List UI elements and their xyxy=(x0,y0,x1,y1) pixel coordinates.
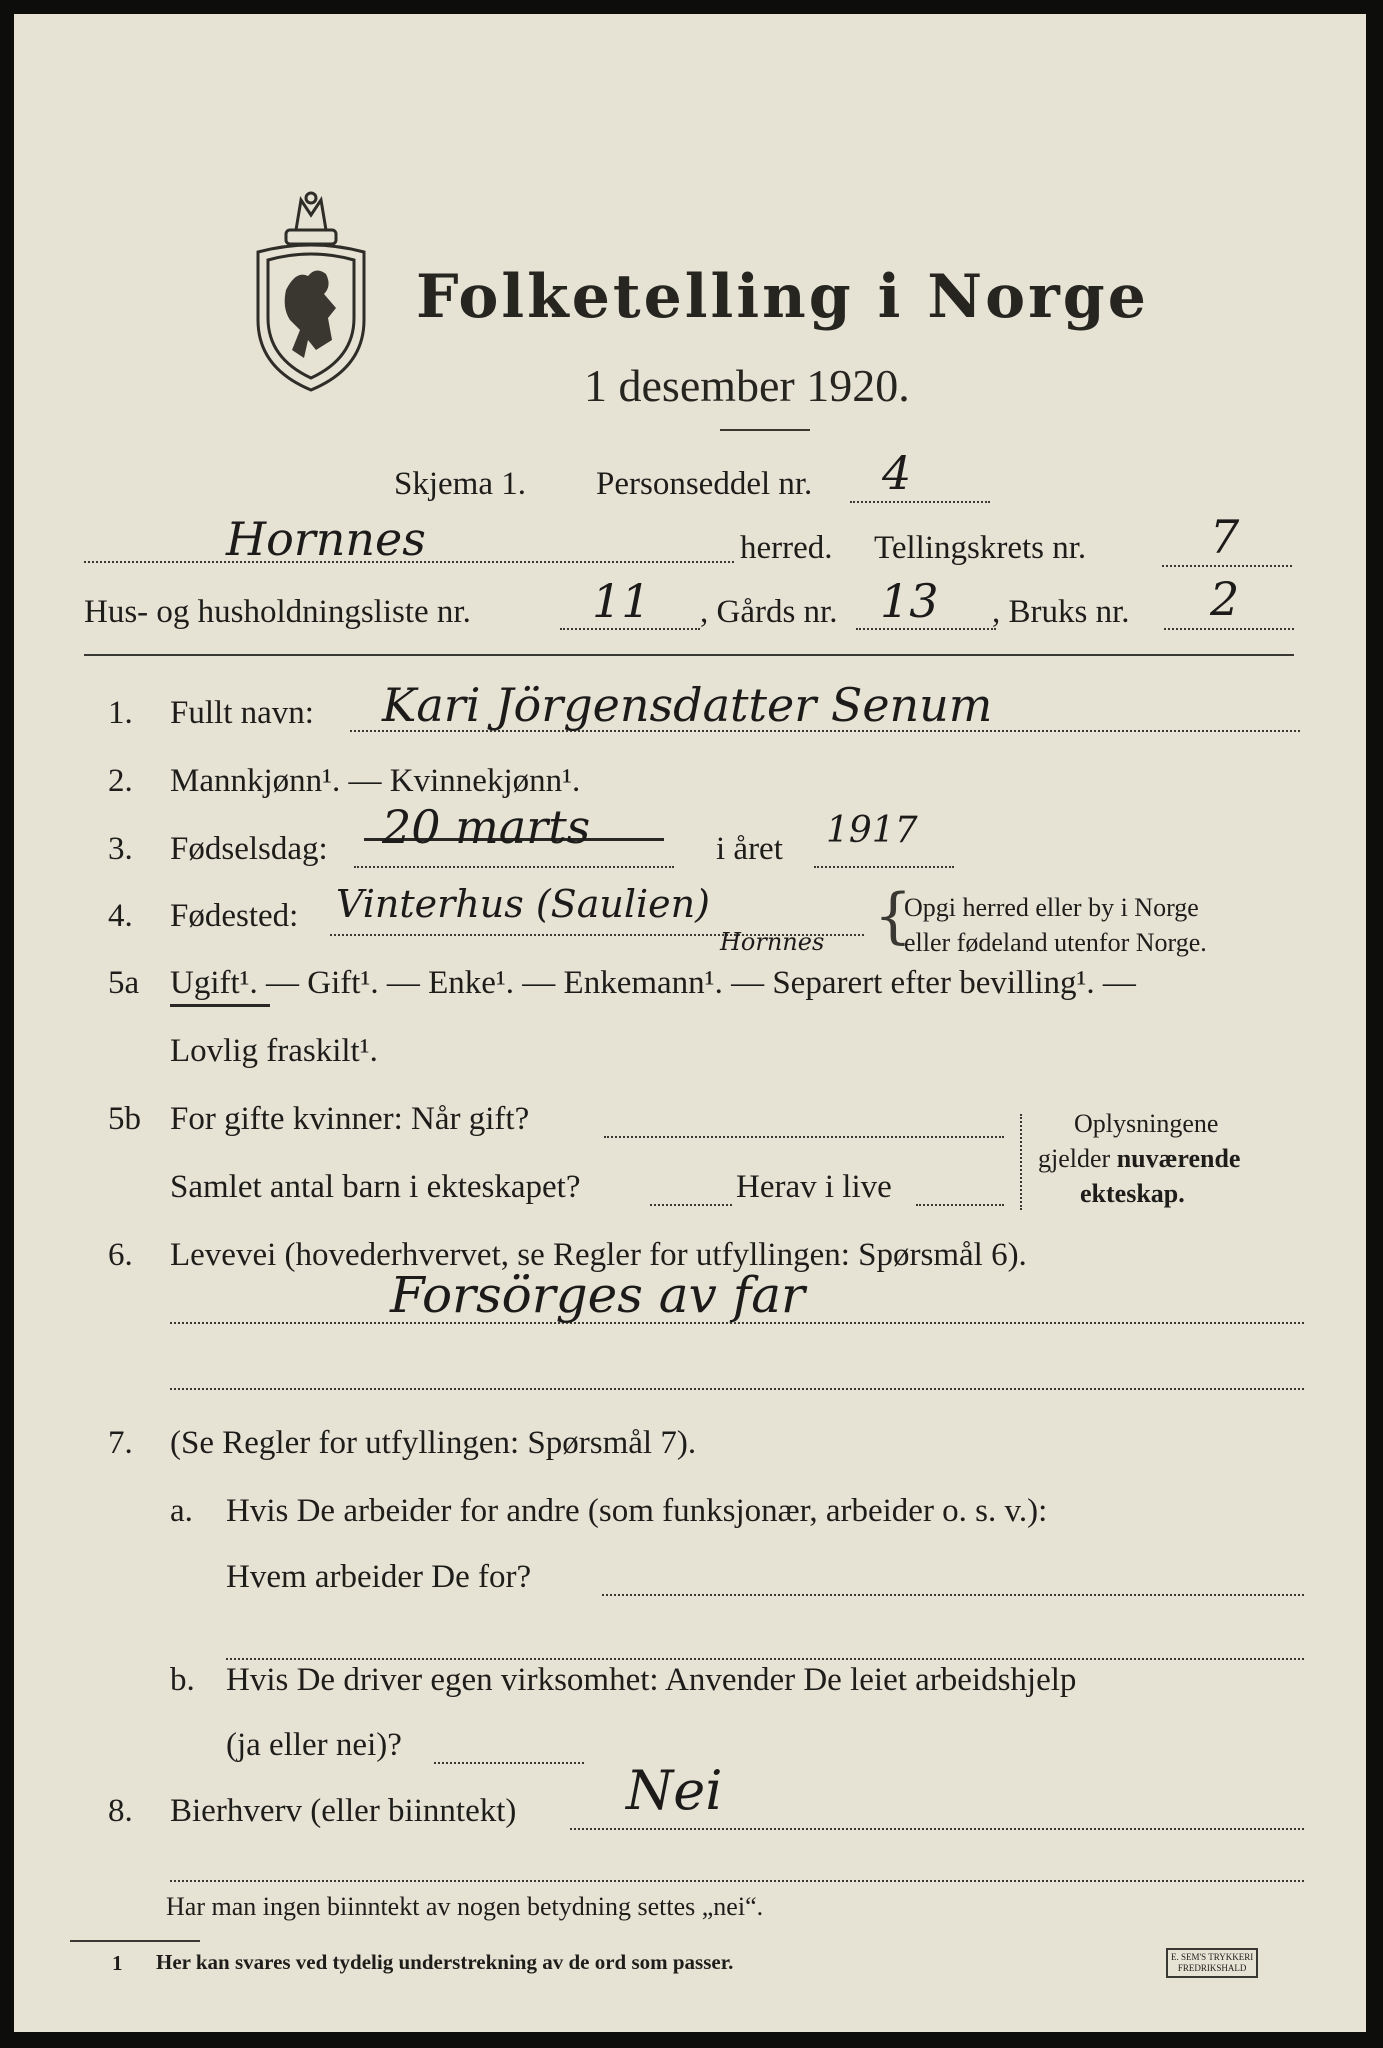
q6-occupation: Forsörges av far xyxy=(390,1266,805,1324)
skjema-label: Skjema 1. xyxy=(394,466,526,502)
q8-number: 8. xyxy=(108,1793,133,1829)
q3-label: Fødselsdag: xyxy=(170,831,328,867)
q8-value: Nei xyxy=(626,1759,723,1822)
q3-birth-year: 1917 xyxy=(826,810,918,851)
tellingskrets-value: 7 xyxy=(1210,510,1240,564)
husliste-label: Hus- og husholdningsliste nr. xyxy=(84,594,471,630)
herred-label: herred. xyxy=(740,530,833,566)
census-date: 1 desember 1920. xyxy=(584,360,910,411)
q1-label: Fullt navn: xyxy=(170,695,314,731)
q7-number: 7. xyxy=(108,1425,133,1461)
q7b-line xyxy=(434,1762,584,1764)
q4-label: Fødested: xyxy=(170,898,299,934)
q5b-note-3: ekteskap. xyxy=(1080,1179,1185,1208)
q5b-number: 5b xyxy=(108,1101,141,1137)
q4-note-2: eller fødeland utenfor Norge. xyxy=(904,928,1207,957)
q7a-line-1 xyxy=(602,1594,1304,1596)
q8-note: Har man ingen biinntekt av nogen betydning settes „nei“. xyxy=(166,1892,764,1921)
form-title: Folketelling i Norge xyxy=(416,262,1149,332)
q5a-number: 5a xyxy=(108,965,140,1001)
q8-label: Bierhverv (eller biinntekt) xyxy=(170,1793,517,1829)
bruks-label: , Bruks nr. xyxy=(992,594,1130,630)
q5b-label: For gifte kvinner: Når gift? xyxy=(170,1101,530,1137)
coat-of-arms-icon xyxy=(246,190,376,395)
title-divider xyxy=(720,429,810,431)
footnote-rule xyxy=(70,1940,200,1942)
q3-year-line xyxy=(814,866,954,868)
q3-year-label: i året xyxy=(716,831,783,867)
q8-line-1 xyxy=(570,1828,1304,1830)
printer-stamp xyxy=(1166,1948,1258,1978)
q6-line-2 xyxy=(170,1388,1304,1390)
q3-birthday: 20 marts xyxy=(382,800,591,854)
q4-birthplace: Vinterhus (Saulien) xyxy=(336,882,710,926)
q8-line-2 xyxy=(170,1880,1304,1882)
bruks-line xyxy=(1164,628,1294,630)
footnote-text: Her kan svares ved tydelig understrekning av de ord som passer. xyxy=(156,1950,734,1974)
tellingskrets-line xyxy=(1162,565,1292,567)
personseddel-value: 4 xyxy=(882,446,912,500)
q3-line xyxy=(354,866,674,868)
personseddel-label: Personseddel nr. xyxy=(596,466,813,502)
herred-value: Hornnes xyxy=(226,512,426,566)
q5b-label-2: Samlet antal barn i ekteskapet? xyxy=(170,1169,581,1205)
gards-label: , Gårds nr. xyxy=(700,594,838,630)
header-divider xyxy=(84,654,1294,656)
q3-number: 3. xyxy=(108,831,133,867)
q1-number: 1. xyxy=(108,695,133,731)
q7b-letter: b. xyxy=(170,1662,195,1698)
q5a-label: Ugift¹. — Gift¹. — Enke¹. — Enkemann¹. — Separert efter bevilling¹. — xyxy=(170,965,1136,1001)
husliste-line xyxy=(560,628,700,630)
q4-brace: { xyxy=(874,881,913,951)
q6-number: 6. xyxy=(108,1237,133,1273)
q1-full-name: Kari Jörgensdatter Senum xyxy=(382,678,993,732)
gards-line xyxy=(856,628,996,630)
q7a-label-2: Hvem arbeider De for? xyxy=(226,1559,532,1595)
bruks-value: 2 xyxy=(1210,572,1240,626)
q5b-married-line xyxy=(604,1136,1004,1138)
ugift-underline xyxy=(170,1004,270,1007)
personseddel-line xyxy=(850,501,990,503)
q4-number: 4. xyxy=(108,898,133,934)
printer-stamp-line-1: E. SEM'S TRYKKERI xyxy=(1171,1952,1254,1962)
q5b-note-1: Oplysningene xyxy=(1074,1109,1219,1138)
printer-stamp-line-2: FREDRIKSHALD xyxy=(1177,1963,1247,1973)
q5b-note-2b: nuværende xyxy=(1116,1144,1241,1173)
q5b-alive-line xyxy=(916,1204,1004,1206)
q7a-label: Hvis De arbeider for andre (som funksjonær, arbeider o. s. v.): xyxy=(226,1493,1048,1529)
q5b-note-2 xyxy=(1038,1144,1240,1174)
husliste-value: 11 xyxy=(592,574,651,628)
gards-value: 13 xyxy=(880,574,939,628)
q2-number: 2. xyxy=(108,763,133,799)
footnote-mark: 1 xyxy=(112,1951,123,1975)
tellingskrets-label: Tellingskrets nr. xyxy=(874,530,1087,566)
q2-label: Mannkjønn¹. — Kvinnekjønn¹. xyxy=(170,763,581,799)
q7a-line-2 xyxy=(226,1658,1304,1660)
q5a-label-2: Lovlig fraskilt¹. xyxy=(170,1033,378,1069)
q7b-label: Hvis De driver egen virksomhet: Anvender De leiet arbeidshjelp xyxy=(226,1662,1077,1698)
q6-label: Levevei (hovederhvervet, se Regler for utfyllingen: Spørsmål 6). xyxy=(170,1237,1027,1273)
q5b-label-3: Herav i live xyxy=(736,1169,892,1205)
q5b-note-2a: gjelder xyxy=(1038,1144,1117,1173)
q5b-children-line xyxy=(650,1204,732,1206)
q4-birthplace-herred: Hornnes xyxy=(720,928,825,956)
q7b-label-2: (ja eller nei)? xyxy=(226,1727,402,1763)
census-form-sheet xyxy=(14,14,1366,2032)
q5b-divider xyxy=(1020,1114,1022,1210)
q7-label: (Se Regler for utfyllingen: Spørsmål 7). xyxy=(170,1425,697,1461)
q7a-letter: a. xyxy=(170,1493,193,1529)
q4-note-1: Opgi herred eller by i Norge xyxy=(904,893,1199,922)
